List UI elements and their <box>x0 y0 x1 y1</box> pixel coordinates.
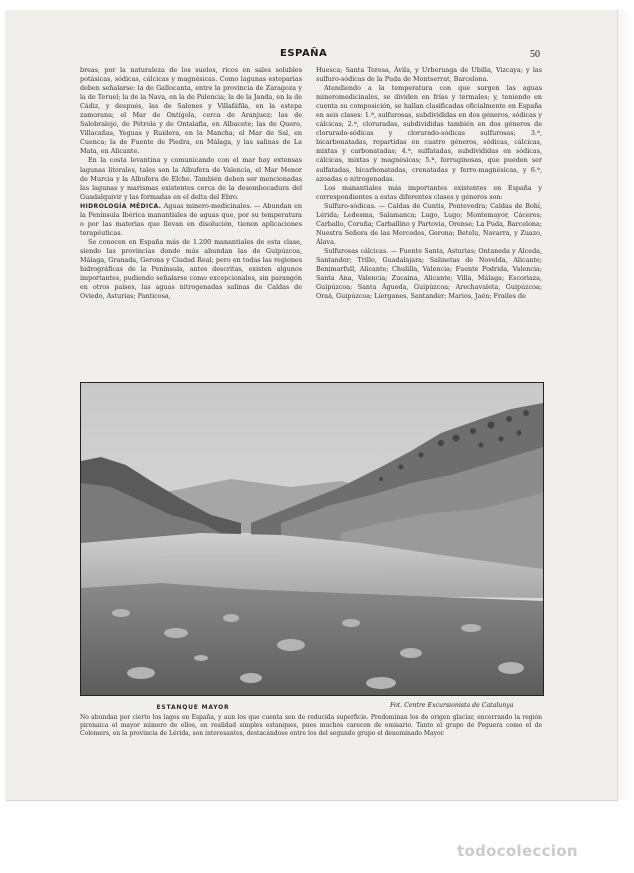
page-edge <box>617 10 631 800</box>
paragraph: Aguas minero-medicinales. — Abundan en la Península Ibérica manantiales de aguas que, por su temperatura o por las materias que llevan en disolución, tienen aplicaciones terapéuticas. <box>80 201 302 237</box>
paragraph: breas, por la naturaleza de los suelos, ricos en sales solubles potásicas, sódicas, cálcicas y magnésicas. Como lagunas esteparias deben señalarse: la de Gallocanta, entre la provincia de Zaragoza y la de Teruel; la de la Nava, en la de Palencia; la de la Janda, en la de Cádiz, y después, las de Salones y Villafáfila, en la estepa zamorana; el Mar de Ontígola, cerca de Aranjuez; las de Salobralejo, de Pétrola y de Ontalafia, en Albacete; las de Quero, Villacañas, Yeguas y Ruidera, en la Mancha; el Mar de Sal, en Cuenca; la de Fuente de Piedra, en Málaga, y las salinas de La Mata, en Alicante. <box>80 66 302 156</box>
paragraph: Atendiendo a la temperatura con que surgen las aguas mineromedicinales, se dividen en frías y termales; y, teniendo en cuenta su composición, se hallan clasificadas oficialmente en España en seis clases: 1.ª, sulfurosas, subdivididas en dos géneros, sódicas y cálcicas; 2.ª, cloruradas, subdivididas también en dos géneros de clorurado-sódicas y clorurado-sódicas sulfurosas; 3.ª, bicarbonatadas, repartidas en cuatro géneros, sódicas, cálcicas, mixtas y carbonatadas; 4.ª, sulfatadas, subdivididas en sódicas, cálcicas, mixtas y magnésicas; 5.ª, ferruginosas, que pueden ser sulfatadas, bicarbonatadas, crenatadas y ferro-magnésicas, y 6.ª, azoadas o nitrogenadas. <box>316 84 542 183</box>
paragraph: Huesca; Santa Teresa, Ávila, y Urberuaga de Ubilla, Vizcaya; y las sulfuro-sódicas de la Puda de Montserrat, Barcelona. <box>316 66 542 84</box>
mountain-lake-image <box>81 383 543 695</box>
paragraph: Los manantiales más importantes existentes en España y correspondientes a estas diferentes clases y géneros son: <box>316 183 542 201</box>
paragraph: Sulfurosas cálcicas. — Fuente Santa, Asturias; Ontaneda y Alceda, Santander; Trillo, Guadalajara; Salinetas de Novelda, Alicante; Benimarfull, Alicante; Chulilla, Valencia; Fuente Podrida, Valencia; Santa Ana, Valencia; Zucaina, Alicante; Villa, Málaga; Escoriaza, Guipúzcoa; Santa Águeda, Guipúzcoa; Arechavaleta, Guipúzcoa; Oraá, Guipúzcoa; Lierganes, Santander; Marios, Jaén; Frailes de <box>316 246 542 301</box>
running-header: ESPAÑA <box>280 48 328 59</box>
page-number: 50 <box>530 49 540 60</box>
photo-caption: ESTANQUE MAYOR <box>156 704 230 711</box>
left-text-column <box>80 66 302 366</box>
paragraph: En la costa levantina y comunicando con el mar hay extensas lagunas litorales, tales son la Albufera de Valencia, el Mar Menor de Murcia y la Albufera de Elche. También deben ser mencionadas las lagunas y marismas existentes cerca de la desembocadura del Guadalquivir y las formadas en el delta del Ebro. <box>80 156 302 201</box>
right-text-column <box>316 66 542 366</box>
section-heading: HIDROLOGÍA MÉDICA. <box>80 202 162 210</box>
photo-footnote: No abundan por cierto los lagos en España, y aun los que cuenta son de reducida superficie. Predominan los de origen glaciar, encerrando la región pirenaica el mayor número de ellos, en realidad simples estanques, pues muchos carecen de emisario. Tanto el grupo de Peguera como el de Colomers, en la provincia de Lérida, son interesantes, destacándose entre los del segundo grupo el denominado Mayor. <box>80 714 542 738</box>
paragraph: Se conocen en España más de 1.200 manantiales de esta clase, siendo las provincias donde más abundan las de Guipúzcoa, Málaga, Granada, Gerona y Ciudad Real; pero en todas las regiones hidrográficas de la Península, antes descritas, existen algunos importantes, pudiendo señalarse como excepcionales, sin parangón en otros países, las aguas nitrogenadas salinas de Caldas de Oviedo, Asturias; Panticosa, <box>80 237 302 301</box>
lake-photograph <box>80 382 544 696</box>
paragraph: Sulfuro-sódicas. — Caldas de Cuntis, Pontevedra; Caldas de Bohí, Lérida; Ledesma, Salamanca; Lugo, Lugo; Montemayor, Cáceres; Carballo, Coruña; Carballino y Partovia, Orense; La Puda, Barcelona; Nuestra Señora de las Mercedes, Gerona; Betelu, Navarra, y Zuazo, Álava. <box>316 201 542 246</box>
photo-credit: Fot. Centre Excursionista de Catalunya <box>390 702 514 709</box>
watermark-logo: todocoleccion <box>457 842 578 860</box>
